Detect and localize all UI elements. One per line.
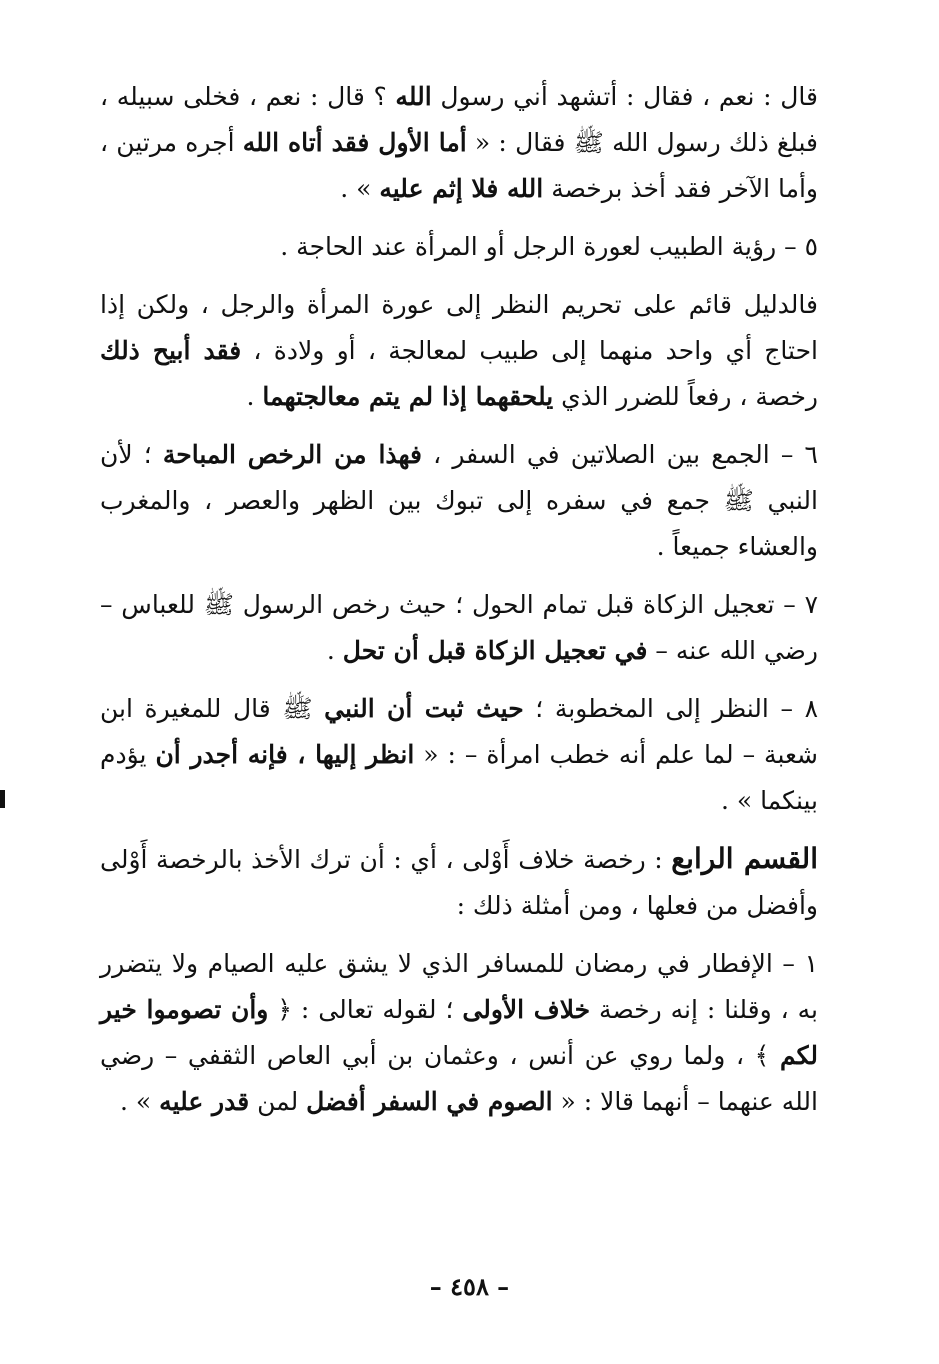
paragraph	[100, 74, 818, 212]
text-run: يؤدم بينكما » .	[100, 740, 818, 815]
paragraph	[100, 582, 818, 674]
text-run: » .	[340, 174, 380, 203]
bold-text: يلحقهما إذا لم يتم معالجتهما	[262, 382, 554, 411]
paragraph	[100, 836, 818, 929]
bold-text: الله فلا إثم عليه	[379, 174, 544, 203]
section-heading: القسم الرابع	[671, 842, 818, 875]
text-run: رخصة ، رفعاً للضرر الذي	[553, 382, 818, 411]
bold-text: الصوم في السفر أفضل	[306, 1087, 553, 1116]
bold-text: انظر إليها ، فإنه أجدر أن	[155, 740, 415, 769]
scan-edge-mark	[0, 790, 5, 808]
text-run: .	[326, 636, 343, 665]
text-run: ٦ – الجمع بين الصلاتين في السفر ،	[422, 440, 818, 469]
text-run: ﷺ قال للمغيرة ابن شعبة – لما علم أنه خطب امرأة – : «	[100, 694, 818, 769]
text-run: ٧ – تعجيل الزكاة قبل تمام الحول ؛ حيث رخص الرسول ﷺ للعباس – رضي الله عنه –	[100, 590, 818, 665]
text-run: ﴾ ، ولما روي عن أنس ، وعثمان بن أبي العاص الثقفي – رضي الله عنهما – أنهما قالا : «	[100, 1041, 818, 1116]
bold-text: الله	[395, 82, 432, 111]
page-body	[100, 74, 818, 1294]
bold-text: خلاف الأولى	[462, 995, 591, 1024]
bold-text: في تعجيل الزكاة قبل أن تحل	[342, 636, 648, 665]
paragraph	[100, 282, 818, 420]
bold-text: قدر عليه	[159, 1087, 250, 1116]
text-run: » .	[120, 1087, 160, 1116]
text-run: أجره مرتين ، وأما الآخر فقد أخذ برخصة	[100, 128, 818, 203]
paragraph	[100, 432, 818, 570]
bold-text: فهذا من الرخص المباحة	[162, 440, 423, 469]
text-run: ؛ لقوله تعالى : ﴿	[268, 995, 463, 1024]
text-run: .	[246, 382, 263, 411]
text-run: ٥ – رؤية الطبيب لعورة الرجل أو المرأة عند الحاجة .	[280, 232, 818, 261]
paragraph	[100, 224, 818, 270]
paragraph	[100, 941, 818, 1125]
text-run: ٨ – النظر إلى المخطوبة ؛	[523, 694, 819, 723]
bold-text: أما الأول فقد أتاه الله	[242, 128, 467, 157]
text-run: ؛ لأن النبي ﷺ جمع في سفره إلى تبوك بين الظهر والعصر ، والمغرب والعشاء جميعاً .	[100, 440, 818, 561]
text-run: لمن	[249, 1087, 307, 1116]
text-run: : رخصة خلاف أَوْلى ، أي : أن ترك الأخذ بالرخصة أَوْلى وأفضل من فعلها ، ومن أمثلة ذلك :	[100, 845, 818, 920]
bold-text: فقد أبيح ذلك	[100, 336, 242, 365]
bold-text: وأن تصوموا خير لكم	[100, 995, 818, 1070]
bold-text: حيث ثبت أن النبي	[324, 694, 524, 723]
text-run: فالدليل قائم على تحريم النظر إلى عورة المرأة والرجل ، ولكن إذا احتاج أي واحد منهما إلى طبيب لمعالجة ، أو ولادة ،	[100, 290, 818, 365]
text-run: ١ – الإفطار في رمضان للمسافر الذي لا يشق عليه الصيام ولا يتضرر به ، وقلنا : إنه رخصة	[100, 949, 818, 1024]
paragraph	[100, 686, 818, 824]
text-run: قال : نعم ، فقال : أتشهد أني رسول	[431, 82, 818, 111]
page-number: – ٤٥٨ –	[429, 1272, 510, 1301]
text-run: ؟ قال : نعم ، فخلى سبيله ، فبلغ ذلك رسول الله ﷺ فقال : «	[100, 82, 819, 157]
